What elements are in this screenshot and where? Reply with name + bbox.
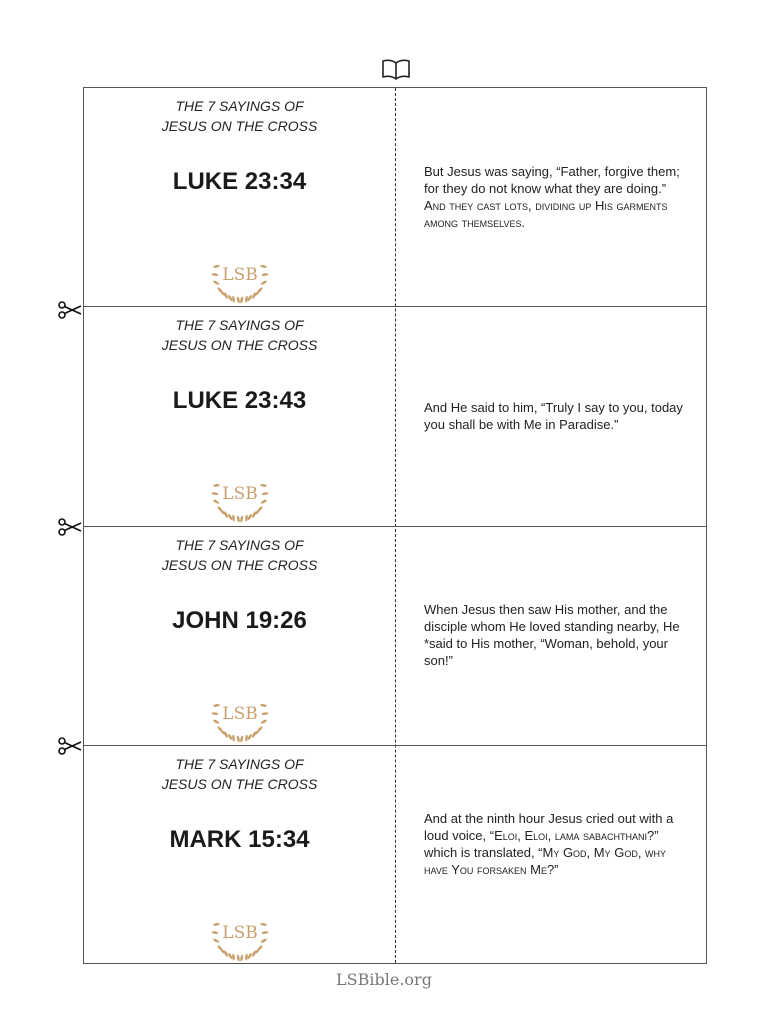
card-subtitle bbox=[84, 535, 395, 575]
verse-card bbox=[84, 746, 706, 965]
card-front bbox=[84, 307, 395, 525]
verse-segment-small-caps: My God, My God, why have You forsaken Me bbox=[424, 844, 667, 877]
verse-segment-small-caps: Eloi, Eloi, lama sabachthani bbox=[494, 827, 648, 843]
verse-segment: ?” which is translated, “ bbox=[424, 827, 659, 860]
card-subtitle-line: THE 7 SAYINGS OF bbox=[175, 755, 304, 772]
card-subtitle-line: JESUS ON THE CROSS bbox=[161, 775, 318, 792]
verse-segment: And He said to him, “Truly I say to you, today you shall be with Me in Paradise.” bbox=[424, 400, 683, 433]
verse-text bbox=[424, 601, 689, 669]
scissors-icon bbox=[57, 737, 83, 755]
verse-segment: When Jesus then saw His mother, and the disciple whom He loved standing nearby, He *said to His mother, “Woman, behold, your son!” bbox=[424, 601, 680, 668]
card-front bbox=[84, 88, 395, 306]
verse-card bbox=[84, 527, 706, 746]
open-book-icon bbox=[381, 58, 411, 80]
scissors-icon bbox=[57, 518, 83, 536]
verse-segment: But Jesus was saying, “Father, forgive them; for they do not know what they are doing.” bbox=[424, 164, 680, 196]
card-subtitle-line: JESUS ON THE CROSS bbox=[161, 556, 318, 573]
card-front bbox=[84, 527, 395, 745]
isb-laurel-logo bbox=[209, 681, 271, 743]
card-subtitle bbox=[84, 96, 395, 136]
card-sheet bbox=[83, 87, 707, 964]
card-subtitle-line: THE 7 SAYINGS OF bbox=[175, 536, 304, 553]
svg-text:LSB: LSB bbox=[222, 265, 258, 285]
svg-text:LSB: LSB bbox=[222, 703, 258, 724]
card-subtitle-line: JESUS ON THE CROSS bbox=[161, 337, 318, 354]
scripture-reference: LUKE 23:34 bbox=[172, 168, 307, 195]
verse-segment-small-caps: And they cast lots, dividing up His garments among themselves. bbox=[424, 198, 668, 230]
isb-laurel-logo bbox=[209, 461, 271, 523]
card-front bbox=[84, 746, 395, 965]
verse-text bbox=[424, 163, 689, 231]
card-subtitle bbox=[84, 754, 395, 794]
scripture-reference: MARK 15:34 bbox=[169, 825, 310, 853]
verse-segment: ?” bbox=[546, 861, 559, 877]
card-subtitle bbox=[84, 315, 395, 355]
scripture-reference: LUKE 23:43 bbox=[172, 387, 307, 415]
verse-text bbox=[424, 399, 689, 433]
verse-segment: And at the ninth hour Jesus cried out with a loud voice, “ bbox=[424, 810, 674, 843]
isb-laurel-logo bbox=[209, 242, 271, 304]
card-subtitle-line: JESUS ON THE CROSS bbox=[161, 118, 318, 134]
card-subtitle-line: THE 7 SAYINGS OF bbox=[175, 98, 304, 114]
card-subtitle-line: THE 7 SAYINGS OF bbox=[175, 317, 304, 334]
scripture-reference: JOHN 19:26 bbox=[172, 606, 307, 634]
verse-text bbox=[424, 810, 689, 878]
verse-card bbox=[84, 307, 706, 526]
isb-laurel-logo bbox=[209, 900, 271, 962]
footer-site-logo: LSBible.org bbox=[336, 970, 432, 989]
svg-text:LSB: LSB bbox=[222, 922, 258, 943]
verse-card bbox=[84, 88, 706, 307]
scissors-icon bbox=[57, 301, 83, 319]
svg-text:LSB: LSB bbox=[222, 484, 258, 505]
